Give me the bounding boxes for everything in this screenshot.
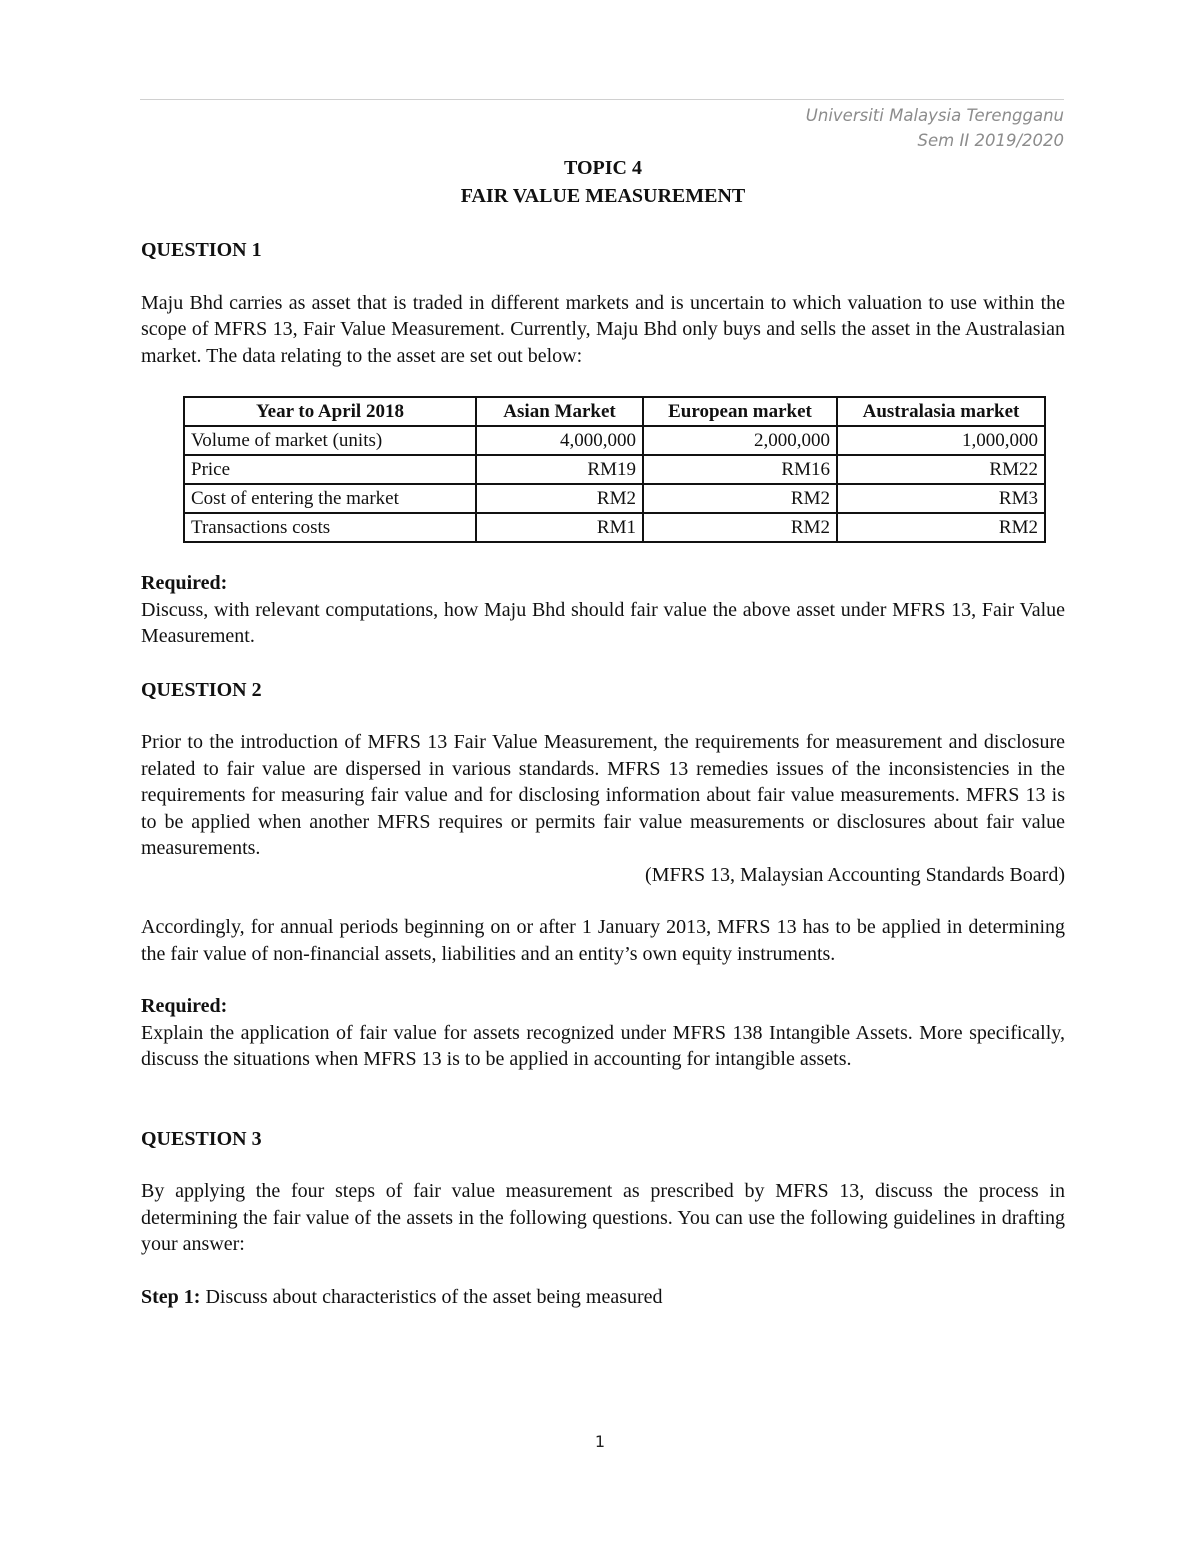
table-header-row xyxy=(184,397,1045,426)
table-cell: RM2 xyxy=(837,513,1045,542)
table-row xyxy=(184,484,1045,513)
table-header-cell: Asian Market xyxy=(476,397,643,426)
table-cell: 2,000,000 xyxy=(643,426,837,455)
table-cell: RM2 xyxy=(476,484,643,513)
question-1-intro: Maju Bhd carries as asset that is traded in different markets and is uncertain to which valuation to use within the scope of MFRS 13, Fair Value Measurement. Currently, Maju Bhd only buys and sells the asset in the Australasian market. The data relating to the asset are set out below: xyxy=(141,291,1065,367)
table-row xyxy=(184,455,1045,484)
question-2-heading: QUESTION 2 xyxy=(141,678,262,701)
question-3-heading: QUESTION 3 xyxy=(141,1127,262,1150)
table-cell: RM2 xyxy=(643,484,837,513)
question-2-paragraph-1: Prior to the introduction of MFRS 13 Fair Value Measurement, the requirements for measurement and disclosure related to fair value are dispersed in various standards. MFRS 13 remedies issues of the inconsistencies in the requirements for measuring fair value and for disclosing information about fair value measurements. MFRS 13 is to be applied when another MFRS requires or permits fair value measurements or disclosures about fair value measurements. xyxy=(141,731,1065,859)
table-row xyxy=(184,426,1045,455)
table-header-cell: Australasia market xyxy=(837,397,1045,426)
step-1-text: Discuss about characteristics of the asset being measured xyxy=(200,1285,663,1308)
header-rule xyxy=(140,99,1064,100)
table-header-cell: European market xyxy=(643,397,837,426)
question-2-required-label: Required: xyxy=(141,995,228,1017)
question-2-source: (MFRS 13, Malaysian Accounting Standards Board) xyxy=(645,863,1065,886)
step-1-label: Step 1: xyxy=(141,1285,201,1308)
table-cell: Transactions costs xyxy=(184,513,476,542)
topic-title: TOPIC 4 xyxy=(564,157,642,179)
question-3-step-1 xyxy=(141,1284,1065,1311)
table-cell: RM3 xyxy=(837,484,1045,513)
question-2-required-text: Explain the application of fair value for assets recognized under MFRS 138 Intangible Assets. More specifically, discuss the situations when MFRS 13 is to be applied in accounting for intangible assets. xyxy=(141,1021,1065,1070)
document-body xyxy=(141,154,1065,1310)
table-header-cell: Year to April 2018 xyxy=(184,397,476,426)
header-semester: Sem II 2019/2020 xyxy=(917,131,1064,150)
market-data-table xyxy=(183,396,1046,543)
page-number: 1 xyxy=(594,1432,606,1451)
question-3-intro: By applying the four steps of fair value measurement as prescribed by MFRS 13, discuss the process in determining the fair value of the assets in the following questions. You can use the following guidelines in drafting your answer: xyxy=(141,1180,1065,1255)
table-cell: RM16 xyxy=(643,455,837,484)
table-row xyxy=(184,513,1045,542)
subject-title: FAIR VALUE MEASUREMENT xyxy=(460,185,746,207)
table-cell: Price xyxy=(184,455,476,484)
header-university: Universiti Malaysia Terengganu xyxy=(805,106,1064,125)
table-cell: RM1 xyxy=(476,513,643,542)
table-cell: Volume of market (units) xyxy=(184,426,476,455)
question-1-required-text: Discuss, with relevant computations, how Maju Bhd should fair value the above asset under MFRS 13, Fair Value Measurement. xyxy=(141,598,1065,647)
table-cell: 4,000,000 xyxy=(476,426,643,455)
table-cell: Cost of entering the market xyxy=(184,484,476,513)
table-cell: RM2 xyxy=(643,513,837,542)
page-header xyxy=(806,103,1064,153)
question-1-heading: QUESTION 1 xyxy=(141,239,262,261)
table-cell: RM19 xyxy=(476,455,643,484)
table-cell: RM22 xyxy=(837,455,1045,484)
question-1-required-label: Required: xyxy=(141,572,228,594)
question-2-paragraph-2: Accordingly, for annual periods beginning on or after 1 January 2013, MFRS 13 has to be applied in determining the fair value of non-financial assets, liabilities and an entity’s own equity instruments. xyxy=(141,916,1065,965)
table-cell: 1,000,000 xyxy=(837,426,1045,455)
